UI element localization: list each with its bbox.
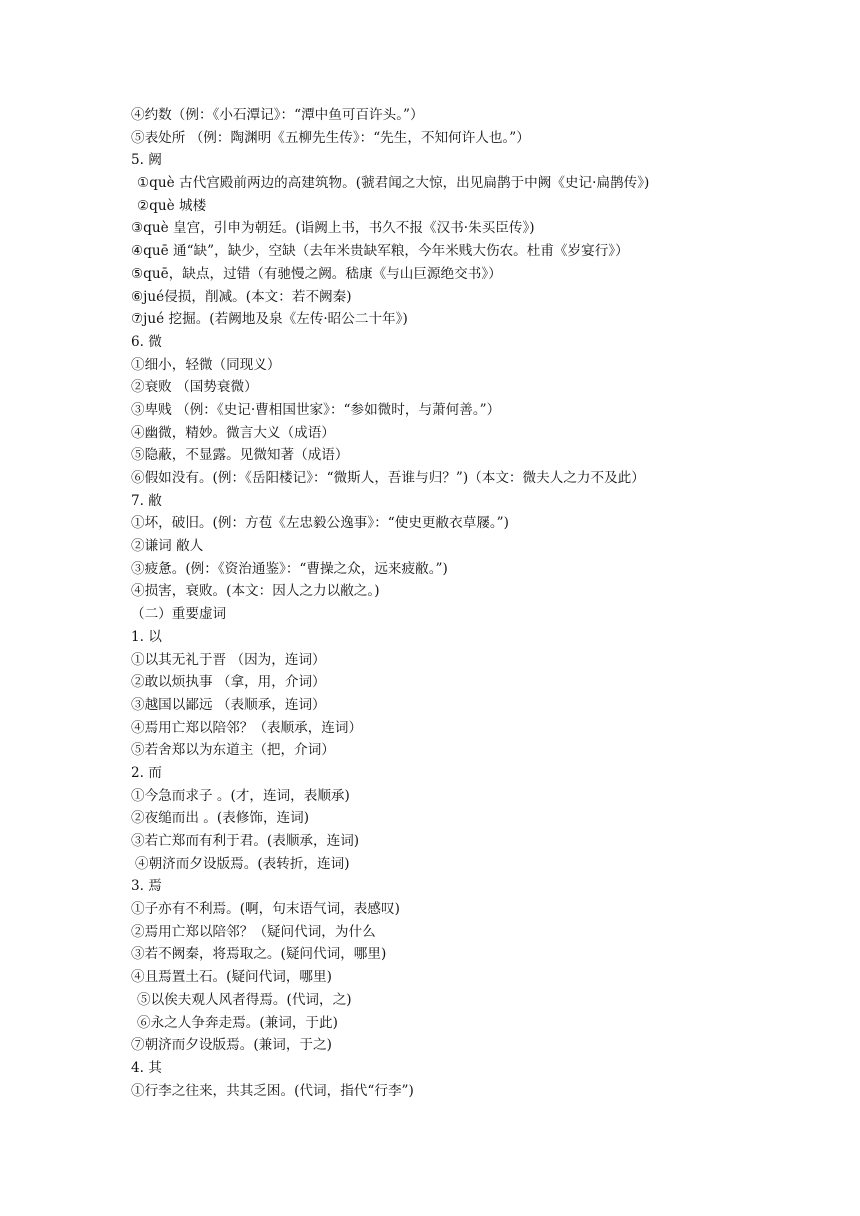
text-line: ③越国以鄙远 （表顺承，连词） (131, 696, 326, 713)
text-line: 3. 焉 (131, 878, 162, 895)
text-line: ④朝济而夕设版焉。(表转折，连词) (135, 855, 350, 872)
text-line: ⑥假如没有。(例：《岳阳楼记》：“微斯人，吾谁与归？”)（本文：微夫人之力不及此） (131, 470, 645, 486)
text-line: ③若亡郑而有利于君。(表顺承，连词) (131, 833, 360, 849)
text-line: ②谦词 敝人 (131, 538, 204, 555)
text-line: ②焉用亡郑以陪邻？（疑问代词，为什么 (131, 923, 376, 940)
text-line: ④约数（例：《小石潭记》：“潭中鱼可百许头。”） (131, 107, 424, 123)
text-line: ②què 城楼 (137, 197, 207, 214)
document-body (131, 104, 831, 1102)
text-line: ⑤quē，缺点，过错（有驰慢之阙。嵇康《与山巨源绝交书》） (131, 265, 502, 282)
text-line: ②夜缒而出 。(表修饰，连词) (131, 810, 310, 827)
text-line: ①子亦有不利焉。(啊，句末语气词，表感叹) (131, 901, 400, 918)
text-line: ②敢以烦执事 （拿，用，介词） (131, 674, 326, 691)
text-line: ①以其无礼于晋 （因为，连词） (131, 651, 326, 668)
text-line: ⑤隐蔽，不显露。见微知著（成语） (131, 447, 349, 464)
text-line: ④quē 通“缺”，缺少，空缺（去年米贵缺军粮，今年米贱大伤农。杜甫《岁宴行》） (131, 243, 629, 260)
text-line: ①坏，破旧。(例：方苞《左忠毅公逸事》：“使史更敝衣草屦。”) (131, 515, 509, 532)
text-line: ④损害，衰败。(本文：因人之力以敝之。) (131, 583, 380, 600)
text-line: 1. 以 (131, 628, 162, 645)
text-line: ①行李之往来，共其乏困。(代词，指代“行李”) (131, 1082, 414, 1099)
text-line: ④焉用亡郑以陪邻？（表顺承，连词） (131, 719, 363, 736)
text-line: ⑤表处所 （例：陶渊明《五柳先生传》：“先生，不知何许人也。”） (131, 129, 530, 146)
text-line: ①què 古代宫殿前两边的高建筑物。(虢君闻之大惊，出见扁鹊于中阙《史记·扁鹊传》) (137, 175, 650, 192)
text-line: ③疲惫。(例：《资治通鉴》：“曹操之众，远来疲敝。”) (131, 560, 448, 577)
text-line: ④且焉置土石。(疑问代词，哪里) (131, 969, 332, 986)
text-line: ⑤以俟夫观人风者得焉。(代词，之) (137, 991, 352, 1008)
text-line: 4. 其 (131, 1059, 162, 1076)
text-line: ③què 皇宫，引申为朝廷。(诣阙上书，书久不报《汉书·朱买臣传》) (131, 220, 535, 237)
text-line: ⑥jué侵损，削减。(本文：若不阙秦) (131, 288, 352, 305)
text-line: （二）重要虚词 (131, 606, 227, 623)
text-line: ①今急而求子 。(才，连词，表顺承) (131, 787, 350, 804)
text-line: 6. 微 (131, 333, 162, 350)
text-line: ⑥永之人争奔走焉。(兼词，于此) (137, 1014, 338, 1031)
text-line: 5. 阙 (131, 152, 162, 169)
text-line: ③若不阙秦，将焉取之。(疑问代词，哪里) (131, 946, 387, 963)
text-line: 7. 敝 (131, 492, 162, 509)
text-line: ②衰败 （国势衰微） (131, 379, 258, 396)
text-line: ③卑贱 （例：《史记·曹相国世家》：“参如微时，与萧何善。”） (131, 401, 501, 418)
text-line: ④幽微，精妙。微言大义（成语） (131, 424, 335, 441)
text-line: ⑦jué 挖掘。(若阙地及泉《左传·昭公二十年》) (131, 311, 408, 328)
text-line: ⑦朝济而夕设版焉。(兼词，于之) (131, 1037, 332, 1054)
text-line: ①细小，轻微（同现义） (131, 356, 281, 373)
text-line: 2. 而 (131, 764, 162, 781)
text-line: ⑤若舍郑以为东道主（把，介词） (131, 742, 335, 759)
